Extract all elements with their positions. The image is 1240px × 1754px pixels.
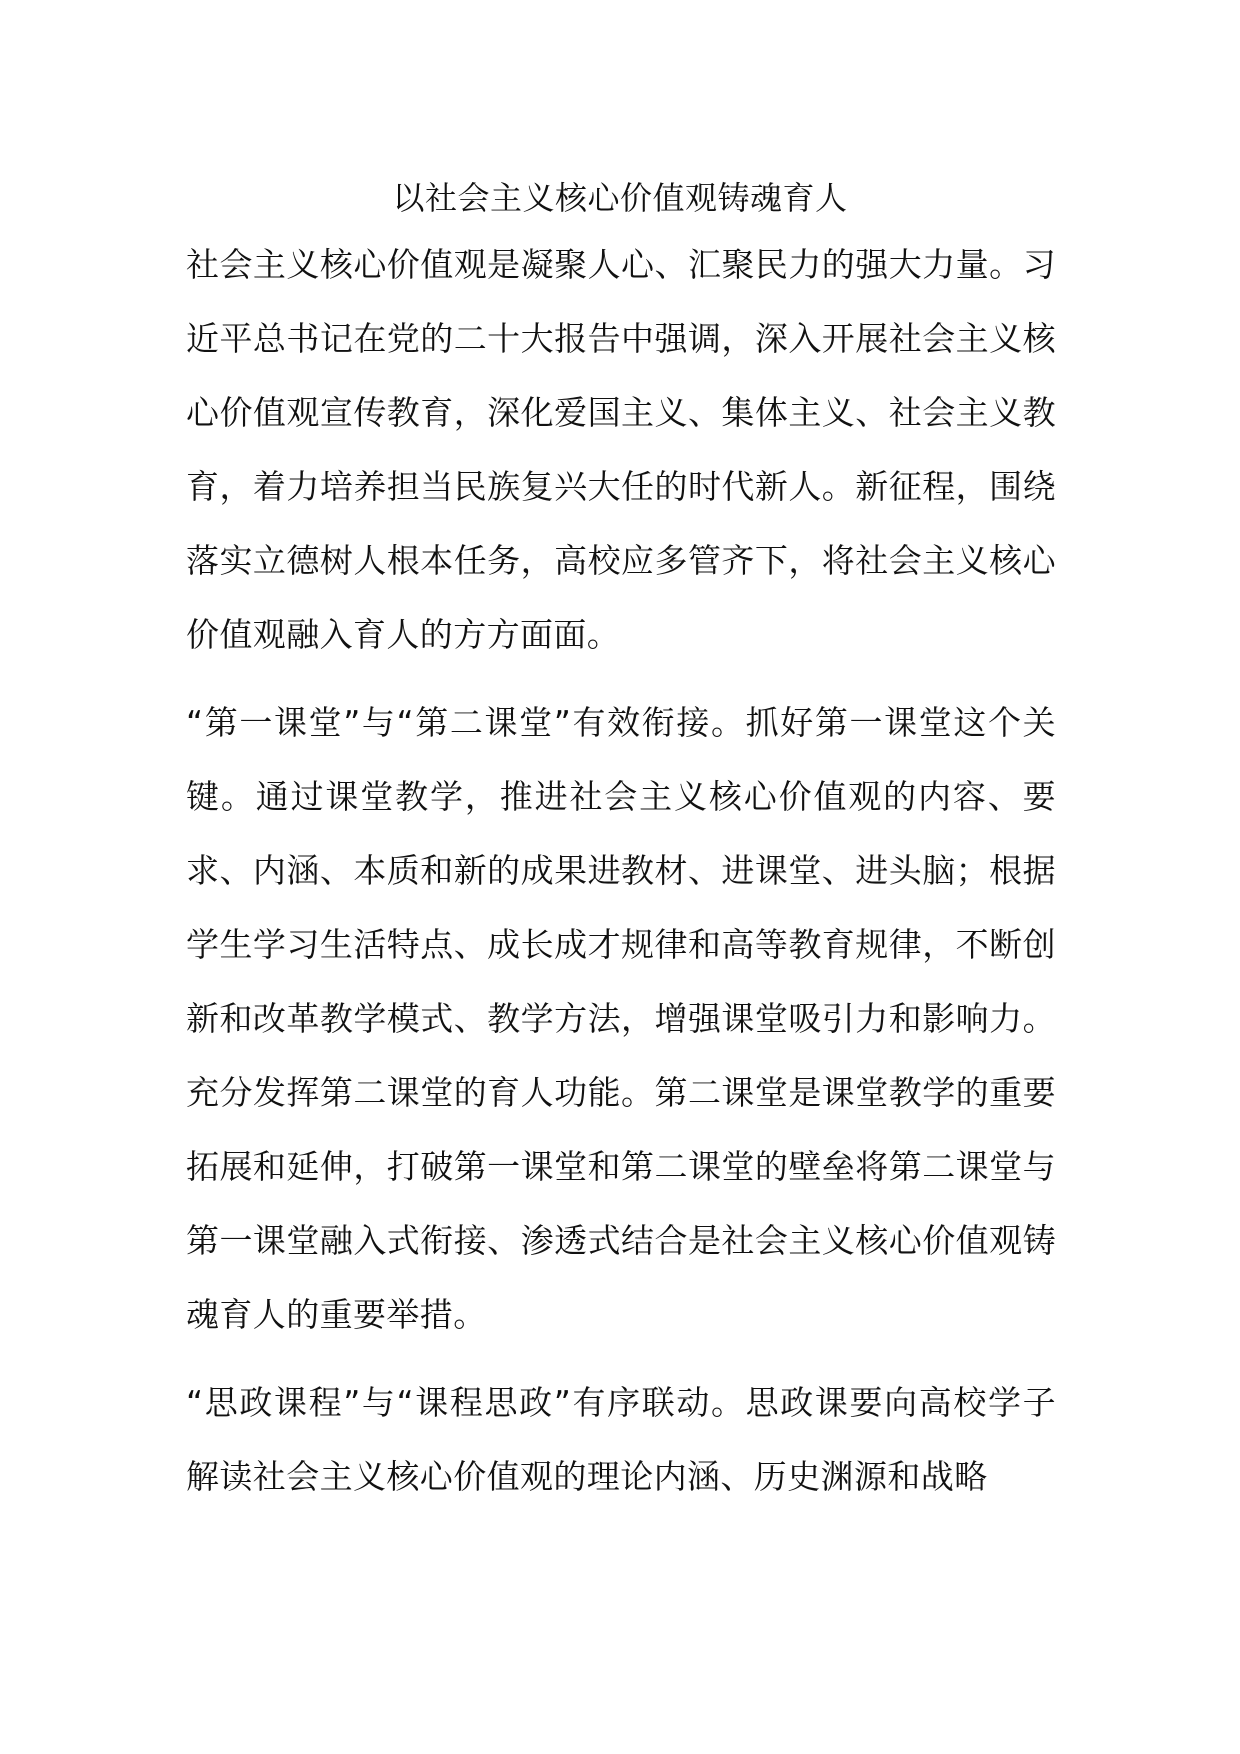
paragraph-1: 社会主义核心价值观是凝聚人心、汇聚民力的强大力量。习近平总书记在党的二十大报告中强调，深入开展社会主义核心价值观宣传教育，深化爱国主义、集体主义、社会主义教育，着力培养担当民族复兴大任的时代新人。新征程，围绕落实立德树人根本任务，高校应多管齐下，将社会主义核心价值观融入育人的方方面面。 xyxy=(186,245,1056,654)
document-body xyxy=(186,228,1056,1514)
paragraph-3: “思政课程”与“课程思政”有序联动。思政课要向高校学子解读社会主义核心价值观的理论内涵、历史渊源和战略 xyxy=(186,1383,1056,1496)
paragraph-2: “第一课堂”与“第二课堂”有效衔接。抓好第一课堂这个关键。通过课堂教学，推进社会主义核心价值观的内容、要求、内涵、本质和新的成果进教材、进课堂、进头脑；根据学生学习生活特点、成长成才规律和高等教育规律，不断创新和改革教学模式、教学方法，增强课堂吸引力和影响力。充分发挥第二课堂的育人功能。第二课堂是课堂教学的重要拓展和延伸，打破第一课堂和第二课堂的壁垒将第二课堂与第一课堂融入式衔接、渗透式结合是社会主义核心价值观铸魂育人的重要举措。 xyxy=(186,703,1056,1334)
document-title: 以社会主义核心价值观铸魂育人 xyxy=(392,179,848,217)
